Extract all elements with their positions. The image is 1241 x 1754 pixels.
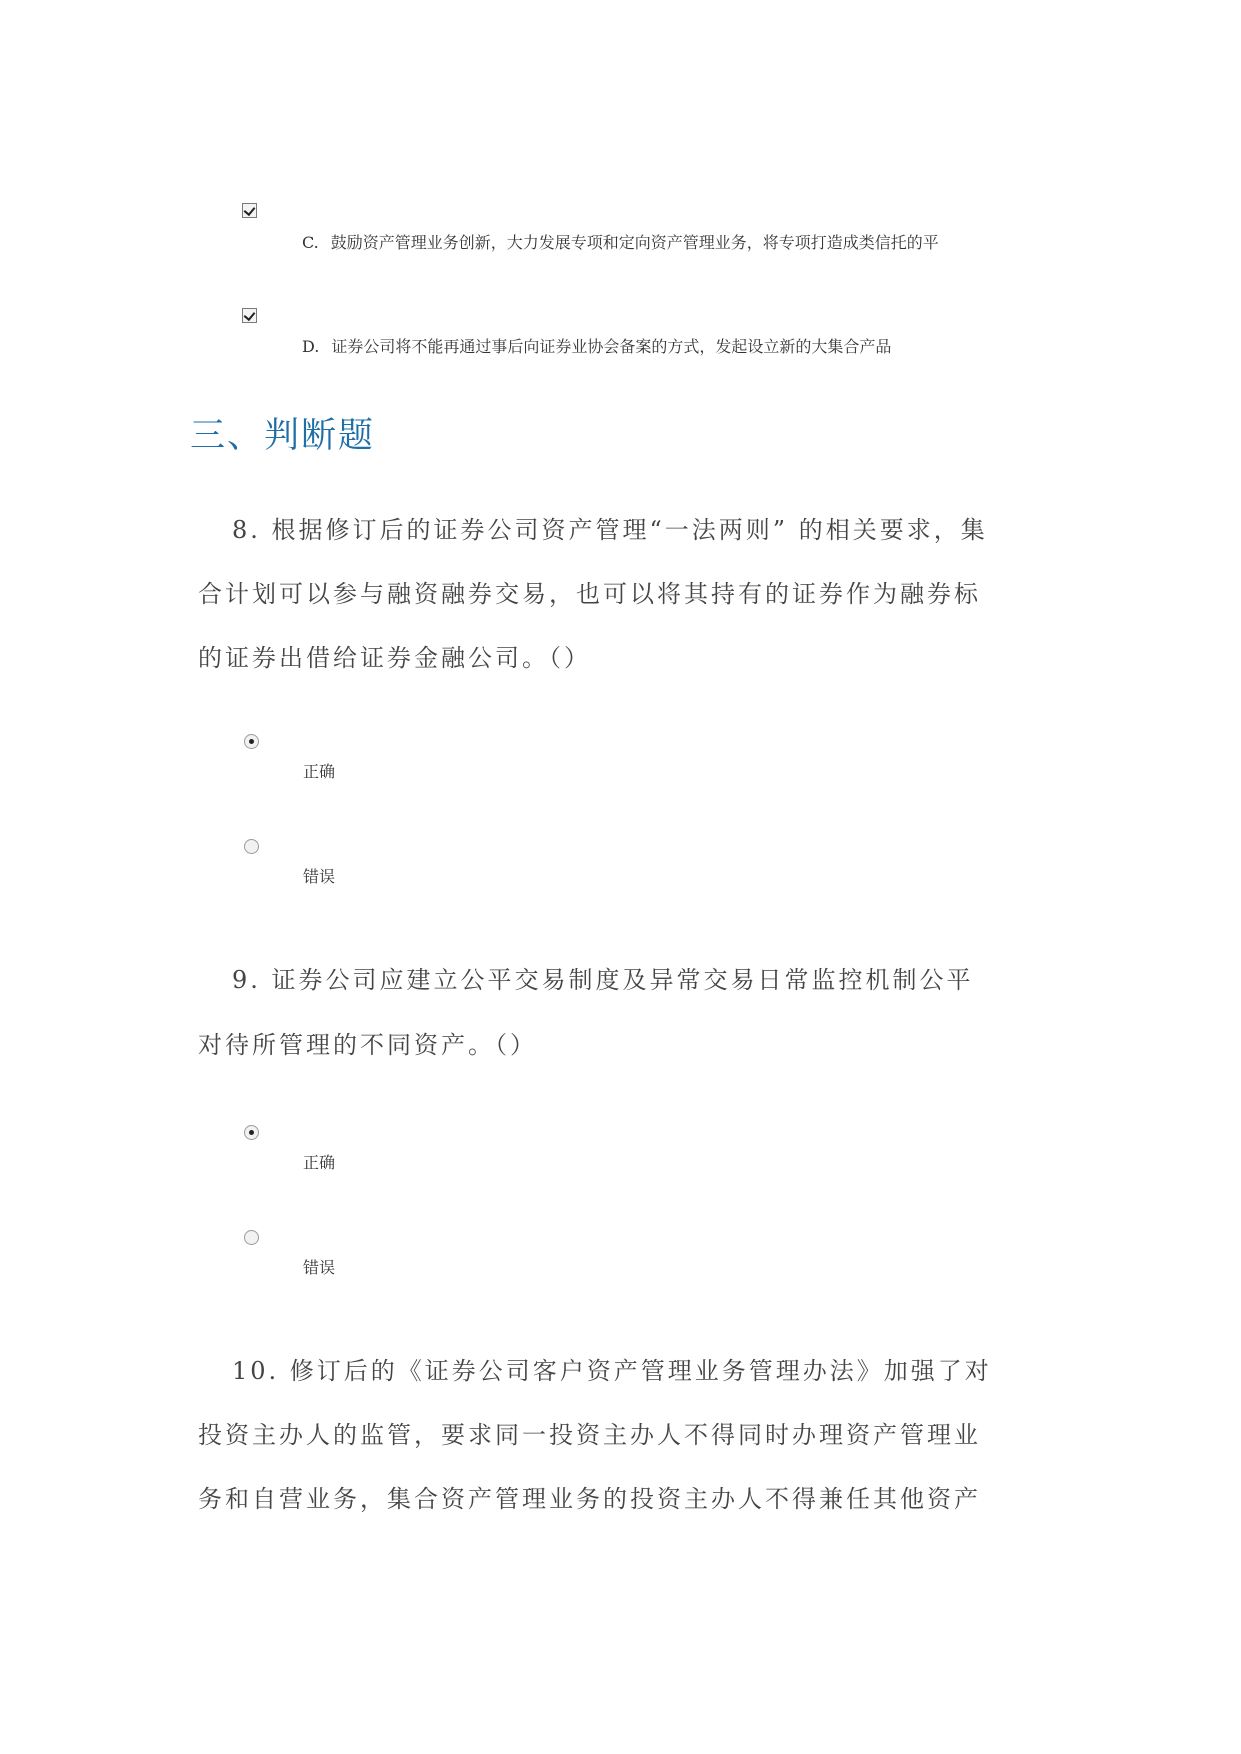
question-9-option-true-label[interactable]: 正确 xyxy=(303,1153,336,1172)
question-8-line-2: 合计划可以参与融资融券交易，也可以将其持有的证券作为融券标 xyxy=(198,580,981,608)
question-9-option-true-radio[interactable] xyxy=(244,1125,259,1140)
option-d-checkbox[interactable] xyxy=(242,308,257,323)
question-9-option-false-label[interactable]: 错误 xyxy=(303,1258,336,1277)
question-8-option-true-label[interactable]: 正确 xyxy=(303,762,336,781)
question-8-line-3: 的证券出借给证券金融公司。（） xyxy=(198,644,591,672)
question-9-line-1: 9. 证券公司应建立公平交易制度及异常交易日常监控机制公平 xyxy=(232,966,974,994)
question-10-line-1: 10. 修订后的《证券公司客户资产管理业务管理办法》加强了对 xyxy=(232,1357,992,1385)
question-9-line-2: 对待所管理的不同资产。（） xyxy=(198,1031,537,1059)
question-10-line-3: 务和自营业务，集合资产管理业务的投资主办人不得兼任其他资产 xyxy=(198,1485,981,1513)
section-title: 三、判断题 xyxy=(190,416,376,456)
question-8-option-false-label[interactable]: 错误 xyxy=(303,867,336,886)
question-8-option-true-radio[interactable] xyxy=(244,734,259,749)
option-d-text: 证券公司将不能再通过事后向证券业协会备案的方式，发起设立新的大集合产品 xyxy=(331,337,892,356)
option-d-letter: D. xyxy=(302,337,320,356)
option-c xyxy=(302,230,1034,253)
question-10-line-2: 投资主办人的监管，要求同一投资主办人不得同时办理资产管理业 xyxy=(198,1421,981,1449)
option-d xyxy=(302,334,891,357)
question-9-option-false-radio[interactable] xyxy=(244,1230,259,1245)
question-8-line-1: 8. 根据修订后的证券公司资产管理“一法两则” 的相关要求，集 xyxy=(232,516,988,544)
option-c-text: 鼓励资产管理业务创新，大力发展专项和定向资产管理业务，将专项打造成类信托的平 xyxy=(330,233,939,252)
option-c-letter: C. xyxy=(302,233,319,252)
question-8-option-false-radio[interactable] xyxy=(244,839,259,854)
option-c-checkbox[interactable] xyxy=(242,203,257,218)
